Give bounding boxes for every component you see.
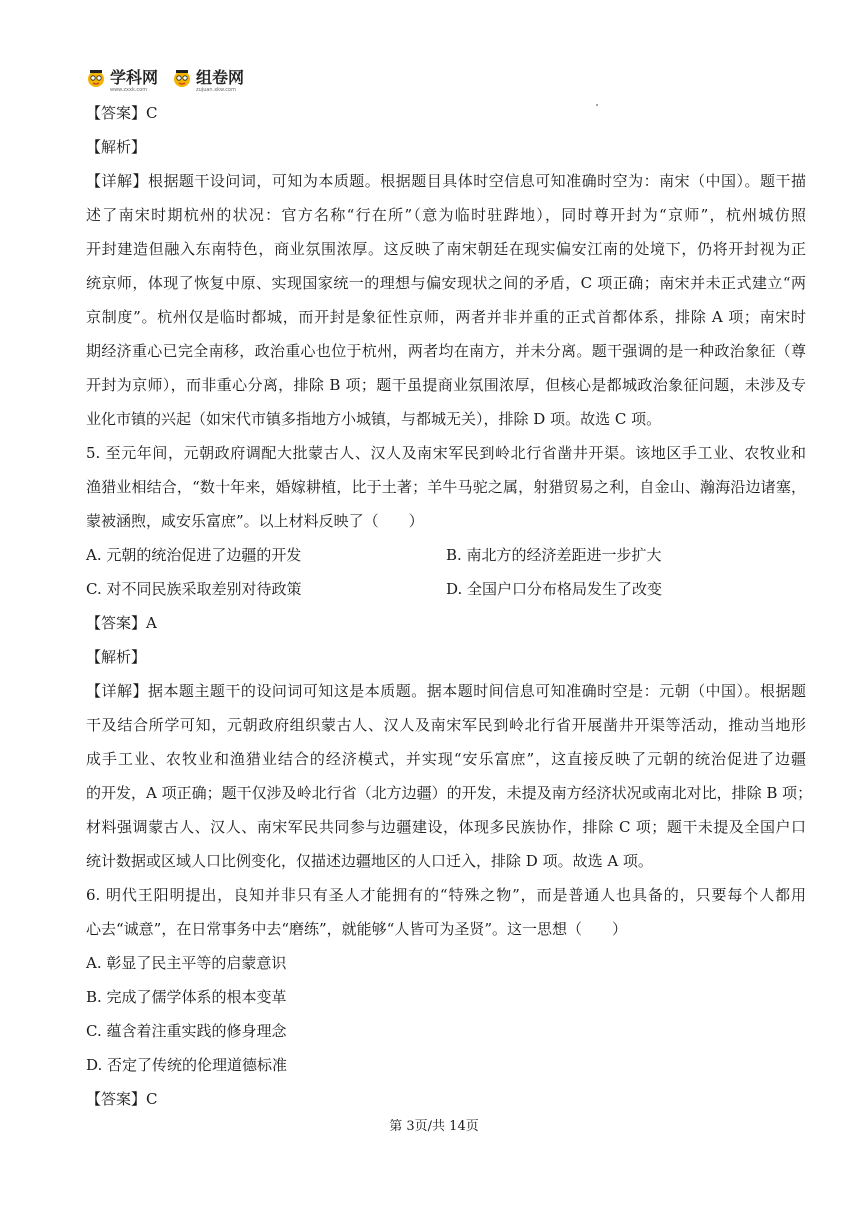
q4-detail-line: 开封建造但融入东南特色，商业氛围浓厚。这反映了南宋朝廷在现实偏安江南的处境下，仍将开封视为正 <box>86 240 806 258</box>
q6-option-d: D. 否定了传统的伦理道德标准 <box>86 1056 288 1074</box>
q5-analysis-label: 【解析】 <box>86 648 147 666</box>
q5-option-c: C. 对不同民族采取差别对待政策 <box>86 580 302 598</box>
q5-detail-line: 的开发，A 项正确；题干仅涉及岭北行省（北方边疆）的开发，未提及南方经济状况或南北对比，排除 B 项； <box>86 784 813 802</box>
logo1-text: 学科网 <box>110 68 159 87</box>
q5-option-b: B. 南北方的经济差距进一步扩大 <box>446 546 662 564</box>
q5-detail-line: 【详解】据本题主题干的设问词可知这是本质题。据本题时间信息可知准确时空是：元朝（中国）。根据题 <box>86 682 806 700</box>
page-footer: 第 3页/共 14页 <box>389 1119 479 1134</box>
logo2-sub: zujuan.xkw.com <box>196 87 236 93</box>
document-body <box>86 96 813 1116</box>
q5-stem-line: 渔猎业相结合，“数十年来，婚嫁耕植，比于土著；羊牛马驼之属，射猎贸易之利，自金山、瀚海沿边诸塞， <box>86 478 806 496</box>
q5-stem-line: 5. 至元年间，元朝政府调配大批蒙古人、汉人及南宋军民到岭北行省凿井开渠。该地区手工业、农牧业和 <box>86 444 806 462</box>
q5-option-a: A. 元朝的统治促进了边疆的开发 <box>86 546 302 564</box>
q6-option-c: C. 蕴含着注重实践的修身理念 <box>86 1022 287 1040</box>
q5-options-row <box>86 538 806 572</box>
q5-answer: 【答案】A <box>86 614 157 632</box>
q5-option-d: D. 全国户口分布格局发生了改变 <box>446 580 663 598</box>
q4-detail-line: 述了南宋时期杭州的状况：官方名称“行在所”（意为临时驻跸地），同时尊开封为“京师”，杭州城仿照 <box>86 206 806 224</box>
q6-answer: 【答案】C <box>86 1090 158 1108</box>
logo1-sub: www.zxxk.com <box>110 87 148 93</box>
zujuan-logo <box>172 68 245 93</box>
q4-detail-line: 京制度”。杭州仅是临时都城，而开封是象征性京师，两者并非并重的正式首都体系，排除 A 项；南宋时 <box>86 308 806 326</box>
xkw-logo <box>86 68 159 93</box>
q5-detail-line: 成手工业、农牧业和渔猎业结合的经济模式，并实现“安乐富庶”，这直接反映了元朝的统治促进了边疆 <box>86 750 806 768</box>
q6-stem-line: 心去“诚意”，在日常事务中去“磨练”，就能够“人皆可为圣贤”。这一思想（ ） <box>86 920 628 938</box>
q4-detail-line: 统京师，体现了恢复中原、实现国家统一的理想与偏安现状之间的矛盾，C 项正确；南宋并未正式建立“两 <box>86 274 806 292</box>
q4-detail-line: 开封为京师），而非重心分离，排除 B 项；题干虽提商业氛围浓厚，但核心是都城政治象征问题，未涉及专 <box>86 376 806 394</box>
q5-detail-line: 干及结合所学可知，元朝政府组织蒙古人、汉人及南宋军民到岭北行省开展凿井开渠等活动，推动当地形 <box>86 716 806 734</box>
q5-detail-line: 材料强调蒙古人、汉人、南宋军民共同参与边疆建设，体现多民族协作，排除 C 项；题干未提及全国户口 <box>86 818 806 836</box>
mascot-icon <box>86 68 106 88</box>
q4-answer: 【答案】C <box>86 104 158 122</box>
header-logos <box>86 66 245 93</box>
mascot-icon <box>172 68 192 88</box>
logo2-text: 组卷网 <box>196 68 245 87</box>
q6-option-b: B. 完成了儒学体系的根本变革 <box>86 988 287 1006</box>
q6-stem-line: 6. 明代王阳明提出，良知并非只有圣人才能拥有的“特殊之物”，而是普通人也具备的，只要每个人都用 <box>86 886 806 904</box>
q5-stem-line: 蒙被涵煦，咸安乐富庶”。以上材料反映了（ ） <box>86 512 424 530</box>
q4-detail-line: 期经济重心已完全南移，政治重心也位于杭州，两者均在南方，并未分离。题干强调的是一种政治象征（尊 <box>86 342 806 360</box>
q5-options-row <box>86 572 806 606</box>
q5-detail-line: 统计数据或区域人口比例变化，仅描述边疆地区的人口迁入，排除 D 项。故选 A 项。 <box>86 852 653 870</box>
q4-detail-line: 【详解】根据题干设问词，可知为本质题。根据题目具体时空信息可知准确时空为：南宋（中国）。题干描 <box>86 172 806 190</box>
q4-analysis-label: 【解析】 <box>86 138 147 156</box>
q6-option-a: A. 彰显了民主平等的启蒙意识 <box>86 954 287 972</box>
q4-detail-line: 业化市镇的兴起（如宋代市镇多指地方小城镇，与都城无关），排除 D 项。故选 C 项。 <box>86 410 662 428</box>
